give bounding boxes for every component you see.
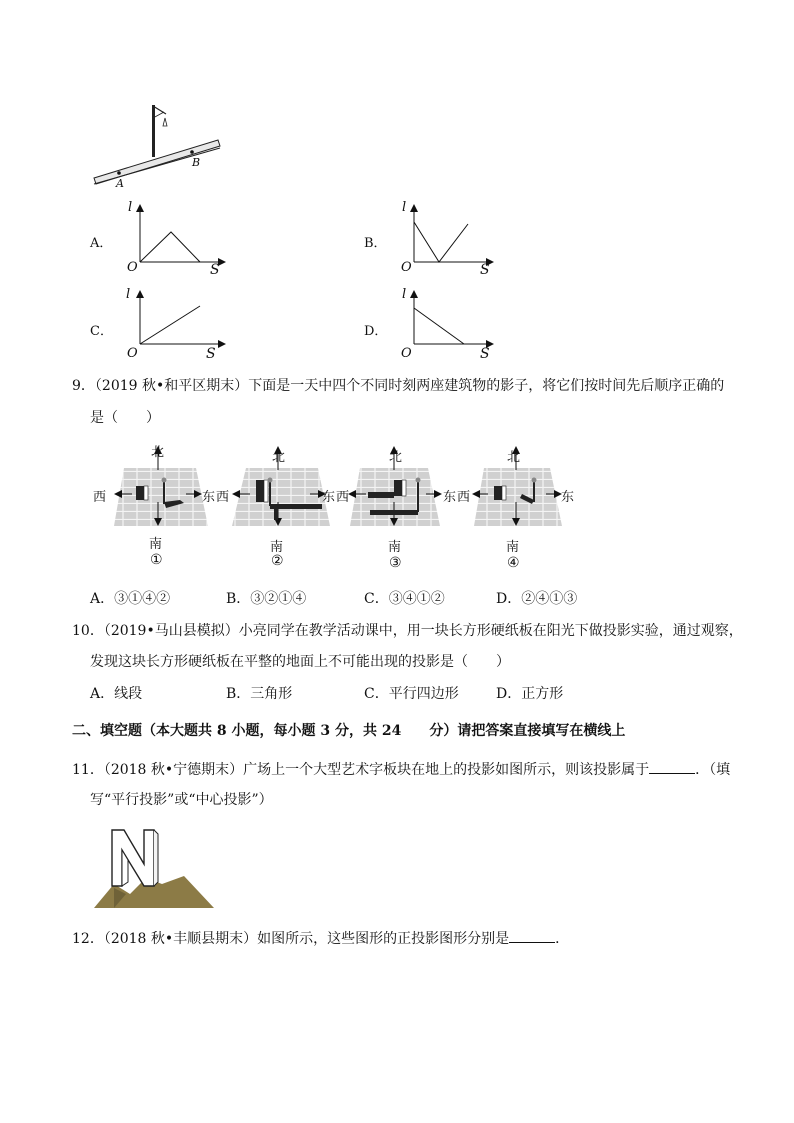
q9-choice-d: D．②④①③ xyxy=(496,591,578,607)
panel1-west-label: 西 xyxy=(93,490,107,505)
q8-option-b-label: B． xyxy=(364,236,387,251)
q12-stem-tail: ． xyxy=(555,931,570,947)
panel2-east-label: 东 xyxy=(322,490,336,505)
point-b-label: B xyxy=(192,156,201,169)
q9-choice-c: C．③④①② xyxy=(364,591,445,607)
q12-stem xyxy=(72,928,569,949)
q11-n-shadow-figure xyxy=(92,824,216,910)
panel4-west-label: 西 xyxy=(457,490,471,505)
point-a-label: A xyxy=(116,177,124,190)
panel1-east-label: 东 xyxy=(202,490,216,505)
q8-a-axis-y: l xyxy=(128,200,133,215)
panel3-north-label: 北 xyxy=(389,450,403,465)
q10-choice-c: C．平行四边形 xyxy=(364,686,459,702)
q8-incline-figure xyxy=(90,100,225,192)
section2-heading: 二、填空题（本大题共 8 小题，每小题 3 分，共 24 分）请把答案直接填写在横线上 xyxy=(72,723,626,739)
panel2-west-label: 西 xyxy=(216,490,230,505)
q9-stem-line2: 是（ ） xyxy=(90,410,160,426)
q11-stem-text: 11．（2018 秋•宁德期末）广场上一个大型艺术字板块在地上的投影如图所示，则该投影属于 xyxy=(72,762,650,778)
q9-choice-a: A．③①④② xyxy=(90,591,171,607)
q8-c-axis-y: l xyxy=(126,287,131,302)
q8-b-axis-y: l xyxy=(402,200,407,215)
q8-d-axis-y: l xyxy=(402,287,407,302)
q9-stem-line1: 9．（2019 秋•和平区期末）下面是一天中四个不同时刻两座建筑物的影子，将它们按时间先后顺序正确的 xyxy=(72,378,725,394)
q8-option-d-label: D． xyxy=(364,324,388,339)
panel4-east-label: 东 xyxy=(561,490,575,505)
q11-stem-line2: 写“平行投影”或“中心投影”） xyxy=(90,792,273,808)
q10-choice-d: D．正方形 xyxy=(496,686,564,702)
q12-answer-blank[interactable] xyxy=(509,928,555,943)
panel3-west-label: 西 xyxy=(336,490,350,505)
q8-b-origin: O xyxy=(401,260,412,275)
panel3-south-label: 南 xyxy=(388,540,402,555)
q11-stem-line1 xyxy=(72,759,730,780)
q8-d-origin: O xyxy=(401,346,412,361)
q8-a-origin: O xyxy=(127,260,138,275)
q8-option-a-label: A． xyxy=(90,236,113,251)
q11-stem-tail: ．（填 xyxy=(695,762,731,778)
q12-stem-text: 12．（2018 秋•丰顺县期末）如图所示，这些图形的正投影图形分别是 xyxy=(72,931,510,947)
q8-d-axis-x: S xyxy=(480,346,490,362)
panel4-number: ④ xyxy=(507,555,520,571)
q10-choice-b: B．三角形 xyxy=(226,686,293,702)
q9-choice-b: B．③②①④ xyxy=(226,591,307,607)
q8-c-axis-x: S xyxy=(206,346,216,362)
panel2-south-label: 南 xyxy=(270,540,284,555)
q8-b-axis-x: S xyxy=(480,262,490,278)
q10-stem-line1: 10．（2019•马山县模拟）小亮同学在教学活动课中，用一块长方形硬纸板在阳光下做投影实验，通过观察， xyxy=(72,623,743,639)
q11-answer-blank[interactable] xyxy=(649,759,695,774)
q8-c-origin: O xyxy=(127,346,138,361)
q8-option-c-label: C． xyxy=(90,324,113,339)
panel1-south-label: 南 xyxy=(149,537,163,552)
panel3-east-label: 东 xyxy=(443,490,457,505)
panel4-north-label: 北 xyxy=(507,450,521,465)
panel3-number: ③ xyxy=(389,555,402,571)
panel1-north-label: 北 xyxy=(151,445,165,460)
q8-a-axis-x: S xyxy=(210,262,220,278)
panel4-south-label: 南 xyxy=(506,540,520,555)
panel2-number: ② xyxy=(271,553,284,569)
q10-choice-a: A．线段 xyxy=(90,686,143,702)
q10-stem-line2: 发现这块长方形硬纸板在平整的地面上不可能出现的投影是（ ） xyxy=(90,654,510,670)
panel1-number: ① xyxy=(150,552,163,568)
panel2-north-label: 北 xyxy=(272,450,286,465)
